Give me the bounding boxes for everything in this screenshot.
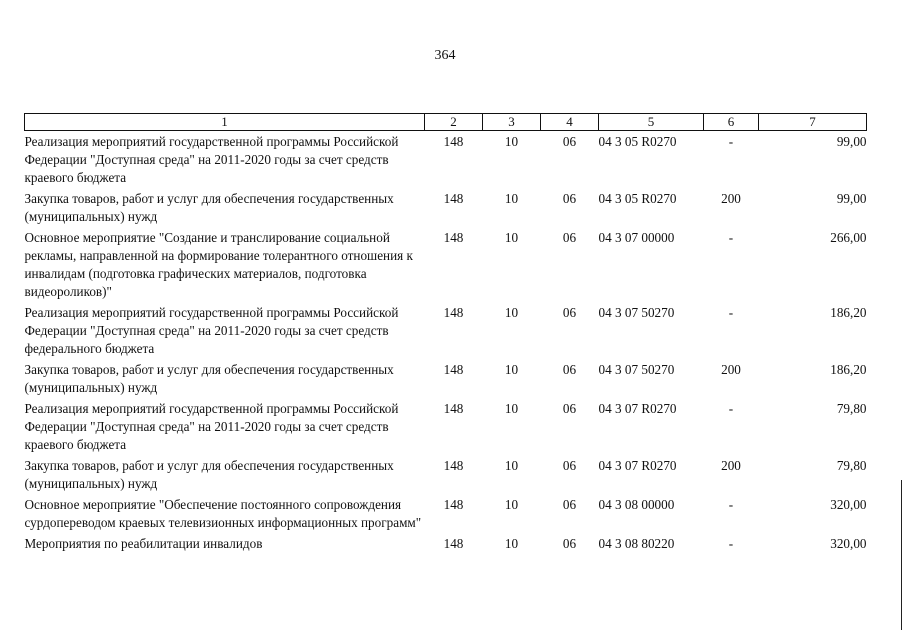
section-cell: 10 [504, 191, 519, 206]
item-name-cell: Закупка товаров, работ и услуг для обеспечения государственных (муниципальных) нужд [24, 191, 394, 224]
table-row [25, 400, 867, 457]
budget-table [24, 113, 867, 556]
admin-code-cell: 148 [443, 458, 464, 473]
item-name-cell: Основное мероприятие "Обеспечение постоянного сопровождения сурдопереводом краевых телевизионных информационных программ" [24, 497, 422, 530]
table-row [25, 496, 867, 535]
scan-margin-line [901, 480, 902, 630]
subsection-cell: 06 [562, 497, 577, 512]
section-cell: 10 [504, 134, 519, 149]
expense-type-cell: 200 [721, 191, 741, 206]
target-article-cell: 04 3 07 50270 [598, 305, 675, 320]
item-name-cell: Закупка товаров, работ и услуг для обеспечения государственных (муниципальных) нужд [24, 362, 394, 395]
target-article-cell: 04 3 05 R0270 [598, 134, 677, 149]
amount-cell: 79,80 [836, 401, 867, 416]
expense-type-cell: 200 [721, 458, 741, 473]
target-article-cell: 04 3 05 R0270 [598, 191, 677, 206]
table-row [25, 190, 867, 229]
amount-cell: 186,20 [830, 362, 867, 377]
subsection-cell: 06 [562, 305, 577, 320]
amount-cell: 79,80 [836, 458, 867, 473]
column-header: 6 [704, 114, 759, 131]
section-cell: 10 [504, 458, 519, 473]
amount-cell: 99,00 [836, 191, 867, 206]
admin-code-cell: 148 [443, 305, 464, 320]
subsection-cell: 06 [562, 536, 577, 551]
admin-code-cell: 148 [443, 191, 464, 206]
admin-code-cell: 148 [443, 536, 464, 551]
subsection-cell: 06 [562, 134, 577, 149]
expense-type-cell: - [728, 230, 734, 245]
section-cell: 10 [504, 305, 519, 320]
expense-type-cell: - [728, 401, 734, 416]
section-cell: 10 [504, 230, 519, 245]
section-cell: 10 [504, 362, 519, 377]
amount-cell: 99,00 [836, 134, 867, 149]
amount-cell: 320,00 [830, 536, 867, 551]
admin-code-cell: 148 [443, 362, 464, 377]
subsection-cell: 06 [562, 191, 577, 206]
expense-type-cell: - [728, 497, 734, 512]
column-header: 4 [541, 114, 599, 131]
table-row [25, 457, 867, 496]
section-cell: 10 [504, 497, 519, 512]
column-header: 3 [483, 114, 541, 131]
item-name-cell: Реализация мероприятий государственной программы Российской Федерации "Доступная среда" на 2011-2020 годы за счет средств федерального бюджета [24, 305, 399, 356]
expense-type-cell: - [728, 305, 734, 320]
table-row [25, 229, 867, 304]
table-row [25, 361, 867, 400]
amount-cell: 320,00 [830, 497, 867, 512]
expense-type-cell: - [728, 134, 734, 149]
target-article-cell: 04 3 08 80220 [598, 536, 675, 551]
expense-type-cell: - [728, 536, 734, 551]
item-name-cell: Основное мероприятие "Создание и транслирование социальной рекламы, направленной на формирование толерантного отношения к инвалидам (подготовка графических материалов, подготовка видеороликов)" [24, 230, 413, 299]
item-name-cell: Реализация мероприятий государственной программы Российской Федерации "Доступная среда" на 2011-2020 годы за счет средств краевого бюджета [24, 134, 399, 185]
section-cell: 10 [504, 401, 519, 416]
target-article-cell: 04 3 07 00000 [598, 230, 675, 245]
column-header: 2 [425, 114, 483, 131]
amount-cell: 186,20 [830, 305, 867, 320]
item-name-cell: Реализация мероприятий государственной программы Российской Федерации "Доступная среда" на 2011-2020 годы за счет средств краевого бюджета [24, 401, 399, 452]
column-header: 5 [599, 114, 704, 131]
admin-code-cell: 148 [443, 230, 464, 245]
section-cell: 10 [504, 536, 519, 551]
column-header: 1 [25, 114, 425, 131]
target-article-cell: 04 3 07 50270 [598, 362, 675, 377]
item-name-cell: Мероприятия по реабилитации инвалидов [24, 536, 263, 551]
amount-cell: 266,00 [830, 230, 867, 245]
admin-code-cell: 148 [443, 401, 464, 416]
target-article-cell: 04 3 07 R0270 [598, 458, 677, 473]
target-article-cell: 04 3 08 00000 [598, 497, 675, 512]
subsection-cell: 06 [562, 362, 577, 377]
target-article-cell: 04 3 07 R0270 [598, 401, 677, 416]
column-header: 7 [759, 114, 867, 131]
item-name-cell: Закупка товаров, работ и услуг для обеспечения государственных (муниципальных) нужд [24, 458, 394, 491]
page-number: 364 [434, 48, 456, 63]
admin-code-cell: 148 [443, 497, 464, 512]
admin-code-cell: 148 [443, 134, 464, 149]
table-row [25, 535, 867, 556]
subsection-cell: 06 [562, 230, 577, 245]
table-row [25, 131, 867, 191]
header-row [25, 114, 867, 131]
table-row [25, 304, 867, 361]
expense-type-cell: 200 [721, 362, 741, 377]
subsection-cell: 06 [562, 458, 577, 473]
subsection-cell: 06 [562, 401, 577, 416]
